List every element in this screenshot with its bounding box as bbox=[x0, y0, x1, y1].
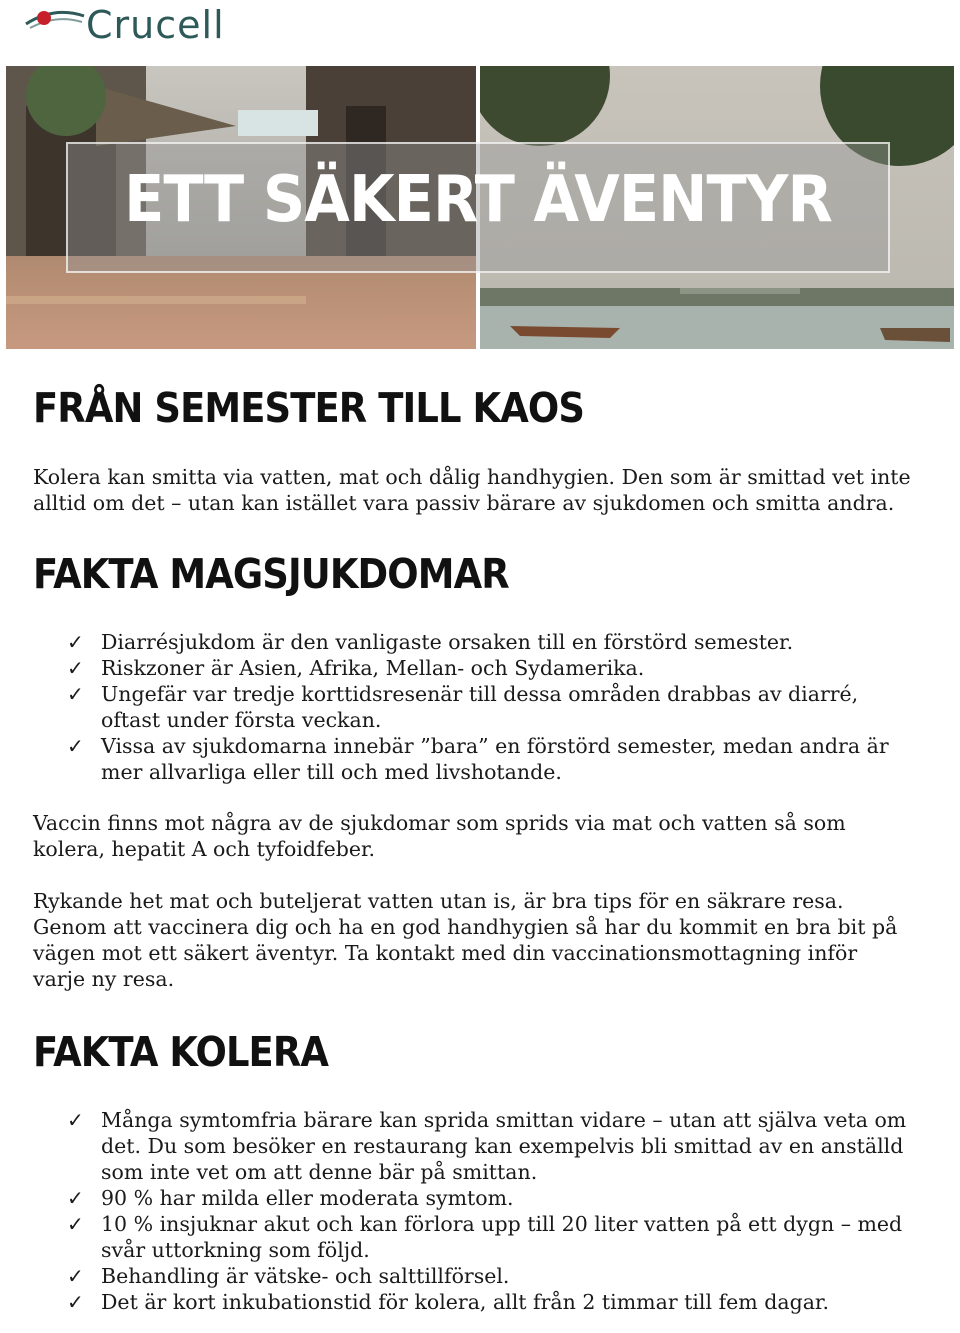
list-item: ✓ Behandling är vätske- och salttillförsel. bbox=[67, 1264, 510, 1288]
list-item: ✓ 90 % har milda eller moderata symtom. bbox=[67, 1186, 514, 1210]
checkmark-icon: ✓ bbox=[67, 656, 84, 680]
heading-fran-semester: FRÅN SEMESTER TILL KAOS bbox=[33, 384, 585, 432]
checkmark-icon: ✓ bbox=[67, 1212, 84, 1236]
list-item: ✓ Vissa av sjukdomarna innebär ”bara” en förstörd semester, medan andra är mer allvarliga eller till och med livshotande. bbox=[67, 734, 889, 784]
crucell-logo bbox=[24, 0, 254, 50]
list-item: ✓ 10 % insjuknar akut och kan förlora upp till 20 liter vatten på ett dygn – med svår uttorkning som följd. bbox=[67, 1212, 903, 1262]
checkmark-icon: ✓ bbox=[67, 734, 84, 758]
paragraph-vaccin: Vaccin finns mot några av de sjukdomar som sprids via mat och vatten så som kolera, hepatit A och tyfoidfeber. bbox=[33, 811, 846, 861]
checkmark-icon: ✓ bbox=[67, 1186, 84, 1210]
checkmark-icon: ✓ bbox=[67, 1264, 84, 1288]
heading-fakta-kolera: FAKTA KOLERA bbox=[33, 1028, 329, 1076]
hero-title: ETT SÄKERT ÄVENTYR bbox=[124, 163, 832, 237]
hero-banner bbox=[6, 66, 954, 349]
logo-text: Crucell bbox=[86, 3, 225, 47]
checkmark-icon: ✓ bbox=[67, 682, 84, 706]
list-item: ✓ Diarrésjukdom är den vanligaste orsaken till en förstörd semester. bbox=[67, 630, 794, 654]
article-body bbox=[33, 384, 913, 1315]
list-item: ✓ Många symtomfria bärare kan sprida smittan vidare – utan att själva veta om det. Du som besöker en restaurang kan exempelvis bli smittad av en anställd som inte vet om att denne bär på smittan. bbox=[67, 1108, 907, 1184]
logo-swoosh-icon bbox=[24, 2, 86, 42]
list-kolera bbox=[33, 1107, 913, 1315]
list-item: ✓ Det är kort inkubationstid för kolera, allt från 2 timmar till fem dagar. bbox=[67, 1290, 829, 1314]
paragraph-tips: Rykande het mat och buteljerat vatten utan is, är bra tips för en säkrare resa. Genom att vaccinera dig och ha en god handhygien så har du kommit en bra bit på vägen mot ett säkert äventyr. Ta kontakt med din vaccinationsmottagning inför varje ny resa. bbox=[33, 889, 898, 991]
checkmark-icon: ✓ bbox=[67, 1108, 84, 1132]
hero-title-box bbox=[66, 142, 890, 273]
list-item: ✓ Riskzoner är Asien, Afrika, Mellan- och Sydamerika. bbox=[67, 656, 645, 680]
checkmark-icon: ✓ bbox=[67, 1290, 84, 1314]
heading-fakta-magsjukdomar: FAKTA MAGSJUKDOMAR bbox=[33, 550, 509, 598]
list-item: ✓ Ungefär var tredje korttidsresenär till dessa områden drabbas av diarré, oftast under första veckan. bbox=[67, 682, 859, 732]
list-magsjukdomar bbox=[33, 629, 913, 785]
checkmark-icon: ✓ bbox=[67, 630, 84, 654]
paragraph-intro: Kolera kan smitta via vatten, mat och dålig handhygien. Den som är smittad vet inte alltid om det – utan kan istället vara passiv bärare av sjukdomen och smitta andra. bbox=[33, 465, 911, 515]
